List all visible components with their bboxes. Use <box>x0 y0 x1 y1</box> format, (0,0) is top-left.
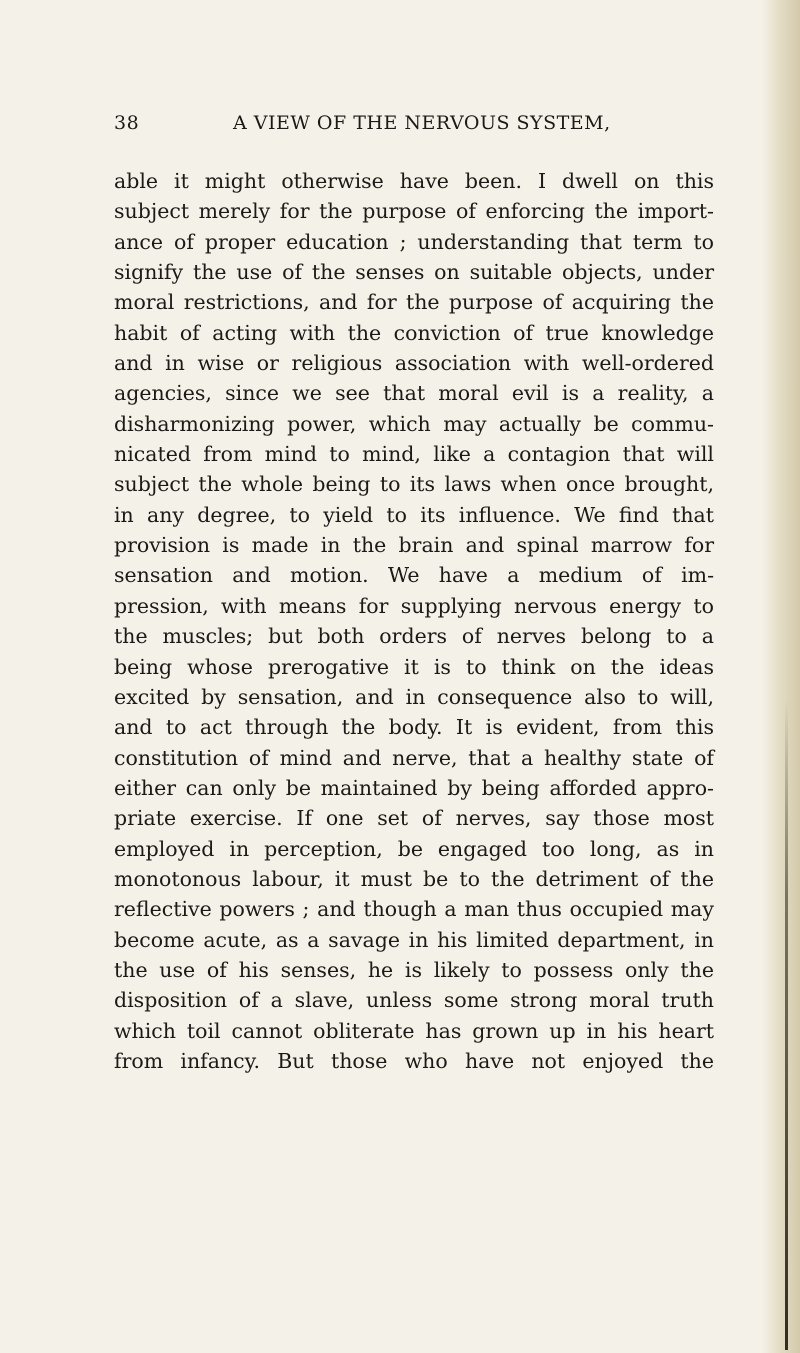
text-line: employed in perception, be engaged too long, as in <box>114 836 714 861</box>
text-line: in any degree, to yield to its influence. We find that <box>114 502 714 527</box>
text-line: disharmonizing power, which may actually be commu- <box>114 411 714 436</box>
text-line: subject merely for the purpose of enforcing the import- <box>114 199 714 224</box>
page-number: 38 <box>114 112 140 134</box>
text-line: and in wise or religious association with well-ordered <box>114 351 714 376</box>
text-line: reflective powers ; and though a man thus occupied may <box>114 897 714 922</box>
page-binding-shadow <box>762 0 800 1353</box>
text-line: which toil cannot obliterate has grown up in his heart <box>114 1018 714 1043</box>
text-line: disposition of a slave, unless some strong moral truth <box>114 988 714 1013</box>
text-line: agencies, since we see that moral evil is a reality, a <box>114 381 714 406</box>
text-line: sensation and motion. We have a medium of im- <box>114 563 714 588</box>
page-binding-edge <box>785 700 788 1350</box>
text-line: being whose prerogative it is to think on the ideas <box>114 654 714 679</box>
text-line: constitution of mind and nerve, that a healthy state of <box>114 745 714 770</box>
page-header <box>114 112 714 140</box>
text-line: and to act through the body. It is evident, from this <box>114 715 714 740</box>
text-line: nicated from mind to mind, like a contagion that will <box>114 442 714 467</box>
text-line: signify the use of the senses on suitable objects, under <box>114 260 714 285</box>
text-line: moral restrictions, and for the purpose of acquiring the <box>114 290 714 315</box>
text-line: pression, with means for supplying nervous energy to <box>114 593 714 618</box>
text-line: the use of his senses, he is likely to possess only the <box>114 957 714 982</box>
text-line: provision is made in the brain and spinal marrow for <box>114 533 714 558</box>
text-line: become acute, as a savage in his limited department, in <box>114 927 714 952</box>
text-line: subject the whole being to its laws when once brought, <box>114 472 714 497</box>
text-line: habit of acting with the conviction of true knowledge <box>114 320 714 345</box>
text-line: excited by sensation, and in consequence also to will, <box>114 684 714 709</box>
text-line: priate exercise. If one set of nerves, say those most <box>114 806 714 831</box>
text-line: the muscles; but both orders of nerves belong to a <box>114 624 714 649</box>
text-line: monotonous labour, it must be to the detriment of the <box>114 866 714 891</box>
body-text <box>114 166 714 1076</box>
text-line: able it might otherwise have been. I dwell on this <box>114 169 714 193</box>
text-line: ance of proper education ; understanding that term to <box>114 229 714 254</box>
running-title: A VIEW OF THE NERVOUS SYSTEM, <box>233 112 611 134</box>
text-line: from infancy. But those who have not enjoyed the <box>114 1048 714 1073</box>
text-line: either can only be maintained by being afforded appro- <box>114 775 714 800</box>
